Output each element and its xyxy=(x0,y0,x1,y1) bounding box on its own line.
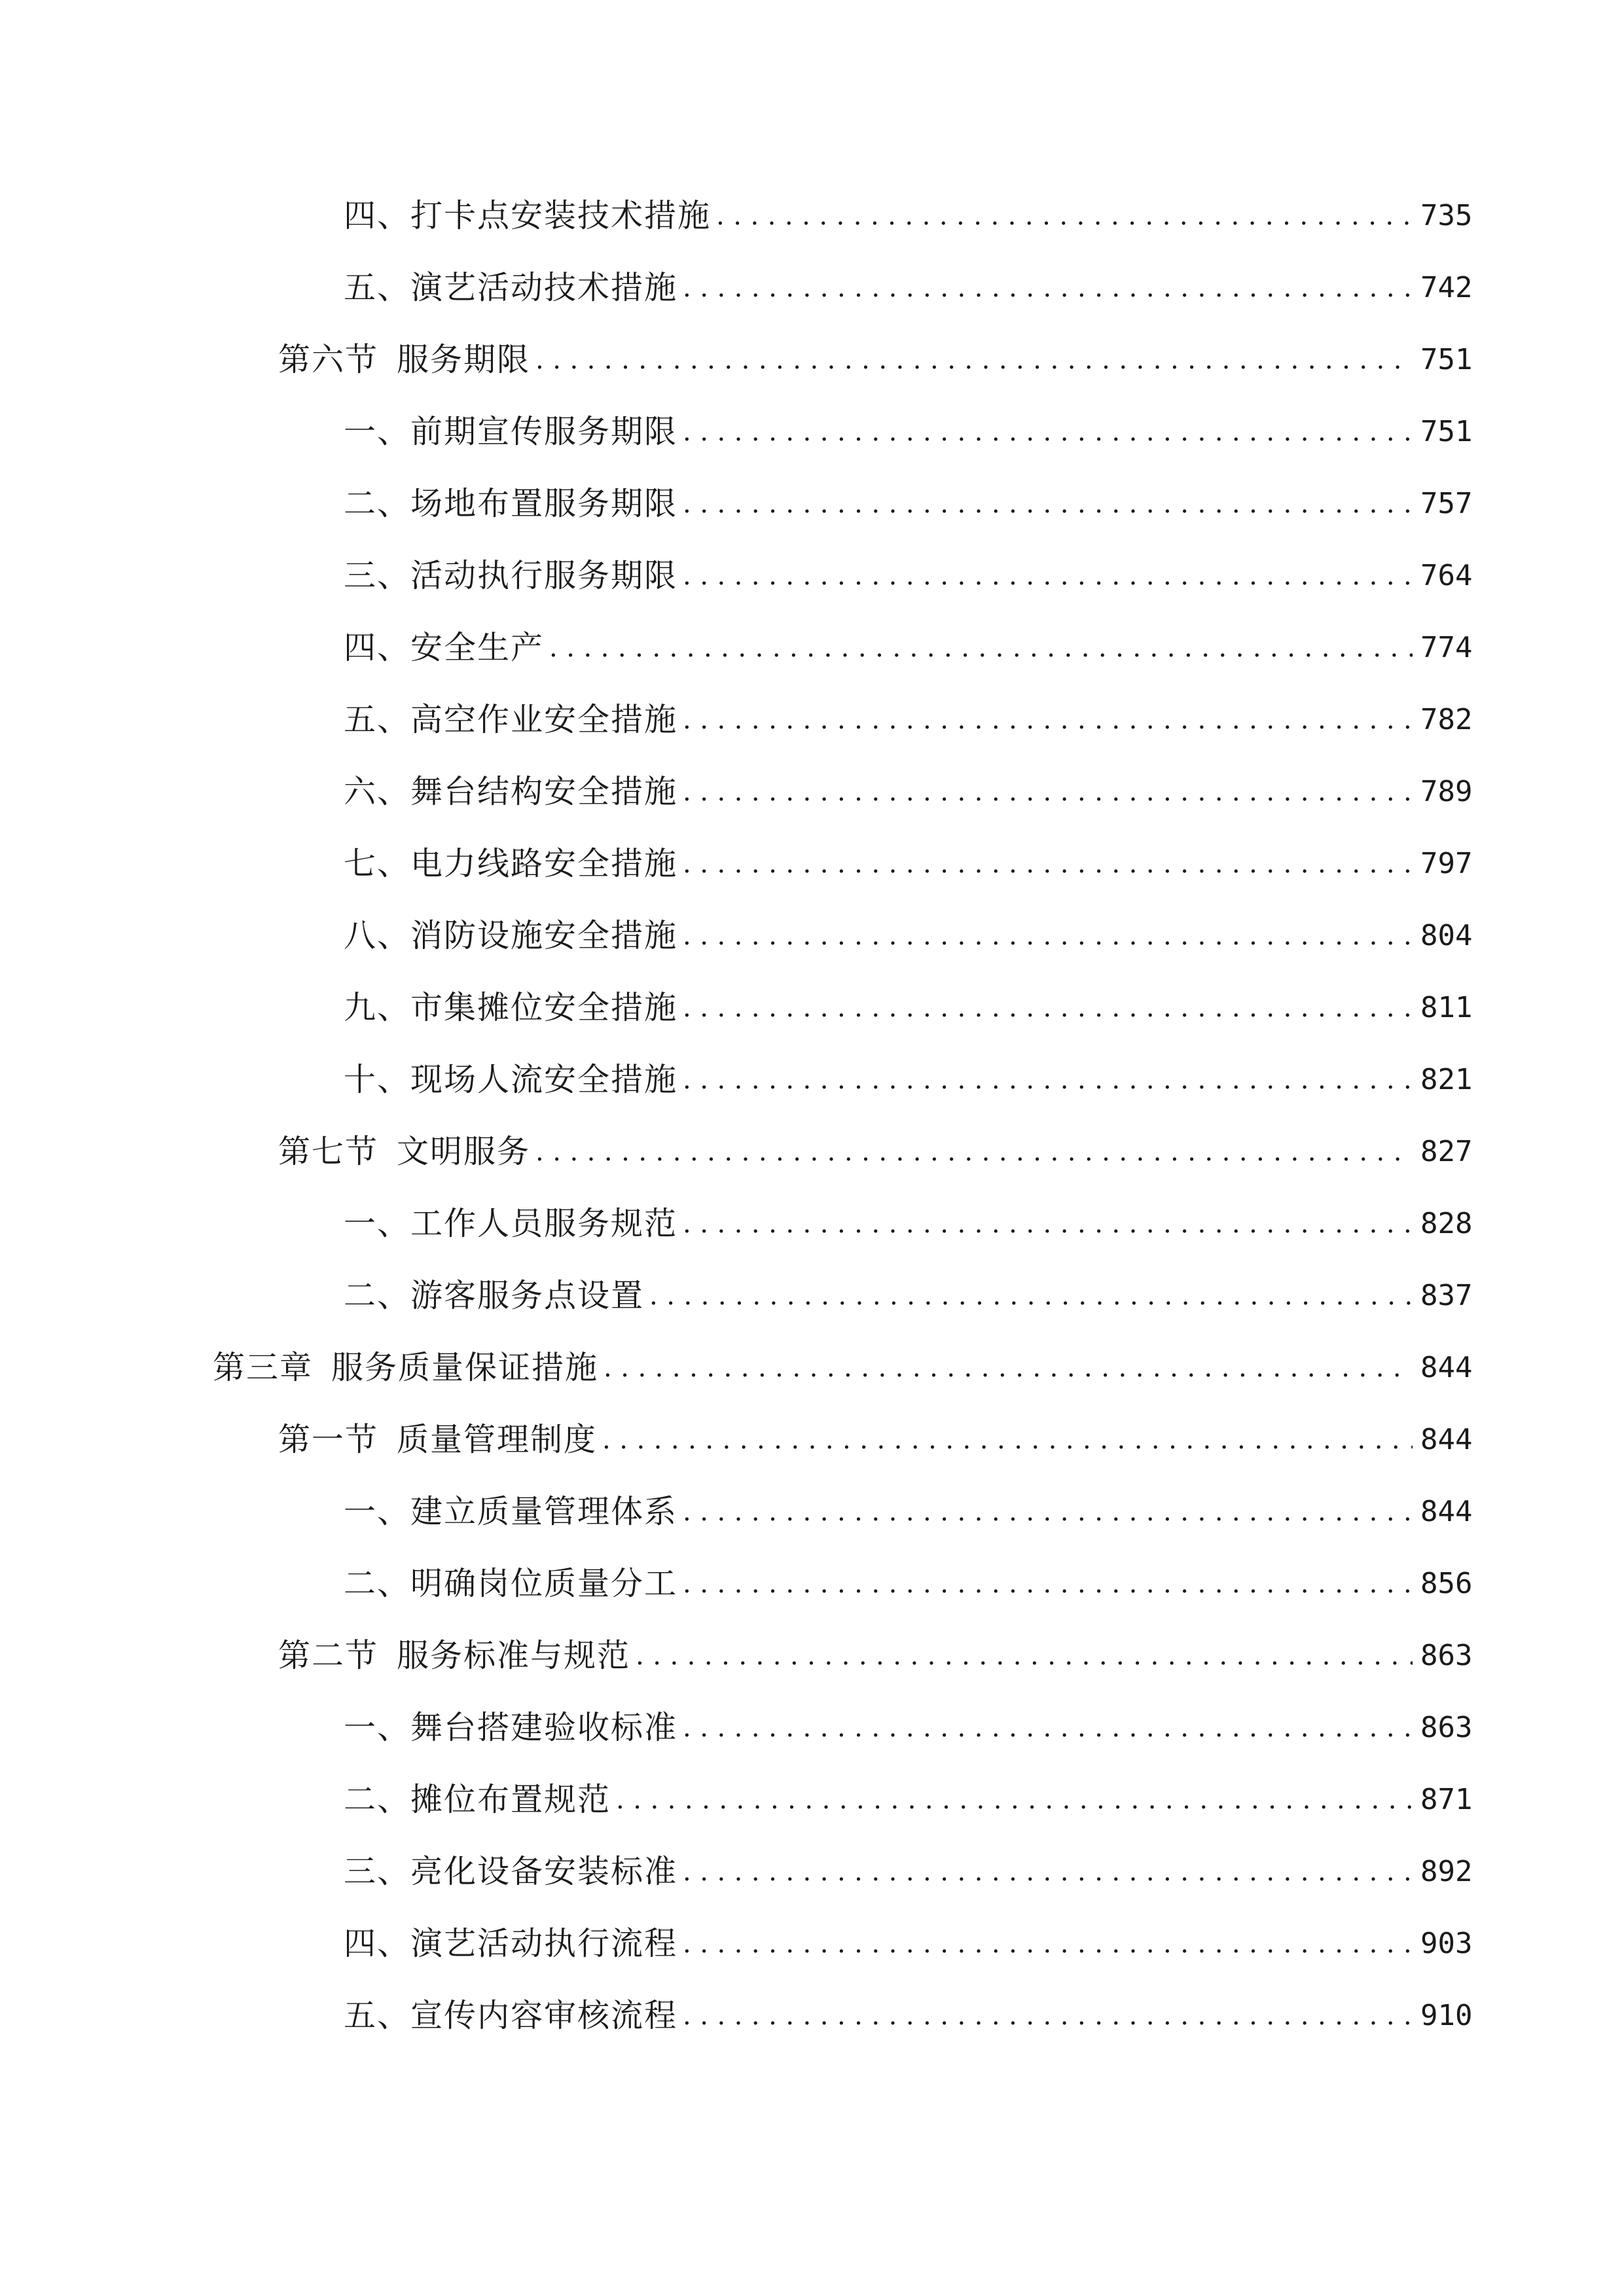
toc-entry-number: 一、 xyxy=(344,413,411,450)
toc-entry-title: 质量管理制度 xyxy=(397,1421,598,1458)
toc-entry[interactable] xyxy=(0,324,1624,396)
toc-entry-content xyxy=(344,1764,1624,1836)
toc-entry[interactable] xyxy=(0,1332,1624,1404)
toc-entry[interactable] xyxy=(0,252,1624,324)
toc-dot-leader xyxy=(535,1116,1413,1188)
toc-dot-leader xyxy=(636,1620,1413,1692)
toc-dot-leader xyxy=(683,1692,1413,1764)
toc-entry[interactable] xyxy=(0,1188,1624,1260)
toc-dot-leader xyxy=(716,180,1413,252)
toc-dot-leader xyxy=(616,1764,1413,1836)
toc-entry-number: 九、 xyxy=(344,989,411,1026)
toc-entry-number: 五、 xyxy=(344,269,411,306)
toc-entry[interactable] xyxy=(0,396,1624,468)
toc-entry[interactable] xyxy=(0,1692,1624,1764)
toc-entry-page-number: 751 xyxy=(1420,415,1473,448)
toc-entry-number: 四、 xyxy=(344,629,411,666)
toc-entry-number: 第二节 xyxy=(278,1637,379,1674)
toc-entry-title: 摊位布置规范 xyxy=(410,1781,611,1818)
toc-entry-content xyxy=(278,324,1624,396)
toc-entry-page-number: 827 xyxy=(1420,1135,1473,1168)
toc-entry[interactable] xyxy=(0,1548,1624,1620)
toc-entry[interactable] xyxy=(0,1908,1624,1980)
toc-entry-page-number: 844 xyxy=(1420,1351,1473,1384)
toc-dot-leader xyxy=(683,1980,1413,2052)
toc-entry-content xyxy=(344,1476,1624,1548)
toc-entry-number: 第三章 xyxy=(213,1349,314,1386)
toc-dot-leader xyxy=(683,1836,1413,1908)
toc-dot-leader xyxy=(683,1908,1413,1980)
toc-entry-content xyxy=(344,252,1624,324)
toc-entry-title: 活动执行服务期限 xyxy=(410,557,678,594)
toc-entry-number: 二、 xyxy=(344,485,411,522)
toc-entry-title: 服务质量保证措施 xyxy=(331,1349,599,1386)
toc-entry-title: 电力线路安全措施 xyxy=(410,845,678,882)
toc-entry[interactable] xyxy=(0,900,1624,972)
toc-entry[interactable] xyxy=(0,1476,1624,1548)
toc-entry-title: 高空作业安全措施 xyxy=(410,701,678,738)
toc-entry[interactable] xyxy=(0,972,1624,1044)
toc-entry-page-number: 863 xyxy=(1420,1639,1473,1672)
toc-entry-content xyxy=(344,1836,1624,1908)
toc-entry-content xyxy=(278,1404,1624,1476)
toc-entry-title: 服务期限 xyxy=(397,341,531,378)
toc-entry-number: 二、 xyxy=(344,1781,411,1818)
toc-entry-page-number: 821 xyxy=(1420,1063,1473,1096)
toc-entry-title: 亮化设备安装标准 xyxy=(410,1853,678,1890)
toc-entry-page-number: 910 xyxy=(1420,1999,1473,2032)
toc-entry-page-number: 871 xyxy=(1420,1783,1473,1816)
toc-entry-number: 五、 xyxy=(344,1997,411,2034)
toc-entry-number: 一、 xyxy=(344,1709,411,1746)
toc-entry-content xyxy=(278,1620,1624,1692)
toc-entry-content xyxy=(344,612,1624,684)
toc-entry-content xyxy=(213,1332,1624,1404)
toc-entry-content xyxy=(344,1548,1624,1620)
toc-entry-title: 演艺活动执行流程 xyxy=(410,1925,678,1962)
toc-entry-content xyxy=(344,972,1624,1044)
toc-dot-leader xyxy=(683,900,1413,972)
toc-entry-number: 一、 xyxy=(344,1493,411,1530)
toc-entry-page-number: 844 xyxy=(1420,1423,1473,1456)
toc-dot-leader xyxy=(683,684,1413,756)
toc-entry-content xyxy=(344,828,1624,900)
toc-entry-number: 第六节 xyxy=(278,341,379,378)
toc-entry[interactable] xyxy=(0,1116,1624,1188)
toc-entry-page-number: 764 xyxy=(1420,559,1473,592)
toc-entry-page-number: 804 xyxy=(1420,919,1473,952)
toc-entry-title: 演艺活动技术措施 xyxy=(410,269,678,306)
toc-entry-number: 八、 xyxy=(344,917,411,954)
toc-entry-content xyxy=(278,1116,1624,1188)
toc-dot-leader xyxy=(683,540,1413,612)
toc-entry-title: 消防设施安全措施 xyxy=(410,917,678,954)
toc-entry[interactable] xyxy=(0,756,1624,828)
toc-dot-leader xyxy=(683,828,1413,900)
toc-entry-content xyxy=(344,1980,1624,2052)
toc-entry-content xyxy=(344,900,1624,972)
toc-entry-title: 舞台搭建验收标准 xyxy=(410,1709,678,1746)
toc-entry-number: 三、 xyxy=(344,557,411,594)
toc-entry-title: 安全生产 xyxy=(410,629,545,666)
toc-entry[interactable] xyxy=(0,468,1624,540)
toc-entry-page-number: 782 xyxy=(1420,703,1473,736)
toc-dot-leader xyxy=(602,1404,1413,1476)
toc-entry-title: 市集摊位安全措施 xyxy=(410,989,678,1026)
toc-entry-number: 十、 xyxy=(344,1061,411,1098)
toc-entry-page-number: 856 xyxy=(1420,1567,1473,1600)
toc-entry-title: 工作人员服务规范 xyxy=(410,1205,678,1242)
toc-entry-page-number: 735 xyxy=(1420,199,1473,232)
toc-entry-number: 四、 xyxy=(344,197,411,234)
toc-entry-content xyxy=(344,396,1624,468)
toc-dot-leader xyxy=(649,1260,1413,1332)
toc-dot-leader xyxy=(535,324,1413,396)
toc-entry-title: 场地布置服务期限 xyxy=(410,485,678,522)
toc-entry-page-number: 863 xyxy=(1420,1711,1473,1744)
toc-entry-number: 四、 xyxy=(344,1925,411,1962)
toc-dot-leader xyxy=(683,756,1413,828)
toc-entry-page-number: 774 xyxy=(1420,631,1473,664)
toc-entry[interactable] xyxy=(0,1404,1624,1476)
toc-entry-title: 服务标准与规范 xyxy=(397,1637,631,1674)
toc-entry-page-number: 789 xyxy=(1420,775,1473,808)
toc-entry-number: 五、 xyxy=(344,701,411,738)
toc-dot-leader xyxy=(604,1332,1413,1404)
toc-entry-title: 现场人流安全措施 xyxy=(410,1061,678,1098)
toc-entry-content xyxy=(344,180,1624,252)
toc-entry[interactable] xyxy=(0,1260,1624,1332)
toc-dot-leader xyxy=(683,1044,1413,1116)
toc-dot-leader xyxy=(683,396,1413,468)
toc-entry[interactable] xyxy=(0,1836,1624,1908)
toc-entry-page-number: 751 xyxy=(1420,343,1473,376)
toc-dot-leader xyxy=(549,612,1413,684)
toc-entry[interactable] xyxy=(0,612,1624,684)
toc-entry-content xyxy=(344,684,1624,756)
toc-entry-content xyxy=(344,540,1624,612)
toc-entry-title: 文明服务 xyxy=(397,1133,531,1170)
toc-entry-number: 第七节 xyxy=(278,1133,379,1170)
toc-entry-page-number: 742 xyxy=(1420,271,1473,304)
toc-entry-title: 宣传内容审核流程 xyxy=(410,1997,678,2034)
toc-entry[interactable] xyxy=(0,1980,1624,2052)
toc-entry-page-number: 811 xyxy=(1420,991,1473,1024)
toc-entry[interactable] xyxy=(0,1764,1624,1836)
toc-entry-number: 二、 xyxy=(344,1277,411,1314)
toc-entry-content xyxy=(344,756,1624,828)
toc-entry[interactable] xyxy=(0,540,1624,612)
toc-entry[interactable] xyxy=(0,180,1624,252)
toc-entry-page-number: 903 xyxy=(1420,1927,1473,1960)
toc-entry[interactable] xyxy=(0,1620,1624,1692)
toc-entry-number: 第一节 xyxy=(278,1421,379,1458)
toc-entry-content xyxy=(344,468,1624,540)
toc-entry[interactable] xyxy=(0,684,1624,756)
toc-entry-page-number: 797 xyxy=(1420,847,1473,880)
toc-dot-leader xyxy=(683,972,1413,1044)
toc-entry-content xyxy=(344,1044,1624,1116)
toc-entry-page-number: 837 xyxy=(1420,1279,1473,1312)
toc-entry-content xyxy=(344,1908,1624,1980)
toc-entry[interactable] xyxy=(0,828,1624,900)
toc-entry-page-number: 844 xyxy=(1420,1495,1473,1528)
toc-dot-leader xyxy=(683,1476,1413,1548)
toc-entry[interactable] xyxy=(0,1044,1624,1116)
toc-entry-title: 明确岗位质量分工 xyxy=(410,1565,678,1602)
toc-entry-number: 三、 xyxy=(344,1853,411,1890)
toc-entry-title: 打卡点安装技术措施 xyxy=(410,197,712,234)
toc-dot-leader xyxy=(683,1548,1413,1620)
toc-entry-title: 舞台结构安全措施 xyxy=(410,773,678,810)
toc-entry-page-number: 828 xyxy=(1420,1207,1473,1240)
toc-dot-leader xyxy=(683,1188,1413,1260)
toc-entry-content xyxy=(344,1188,1624,1260)
toc-entry-number: 一、 xyxy=(344,1205,411,1242)
toc-entry-content xyxy=(344,1692,1624,1764)
toc-entry-content xyxy=(344,1260,1624,1332)
toc-entry-number: 七、 xyxy=(344,845,411,882)
toc-entry-page-number: 892 xyxy=(1420,1855,1473,1888)
toc-entry-title: 前期宣传服务期限 xyxy=(410,413,678,450)
toc-dot-leader xyxy=(683,252,1413,324)
toc-entry-number: 二、 xyxy=(344,1565,411,1602)
toc-entry-page-number: 757 xyxy=(1420,487,1473,520)
toc-entry-number: 六、 xyxy=(344,773,411,810)
table-of-contents xyxy=(0,180,1624,2052)
toc-entry-title: 建立质量管理体系 xyxy=(410,1493,678,1530)
toc-entry-title: 游客服务点设置 xyxy=(410,1277,645,1314)
toc-dot-leader xyxy=(683,468,1413,540)
